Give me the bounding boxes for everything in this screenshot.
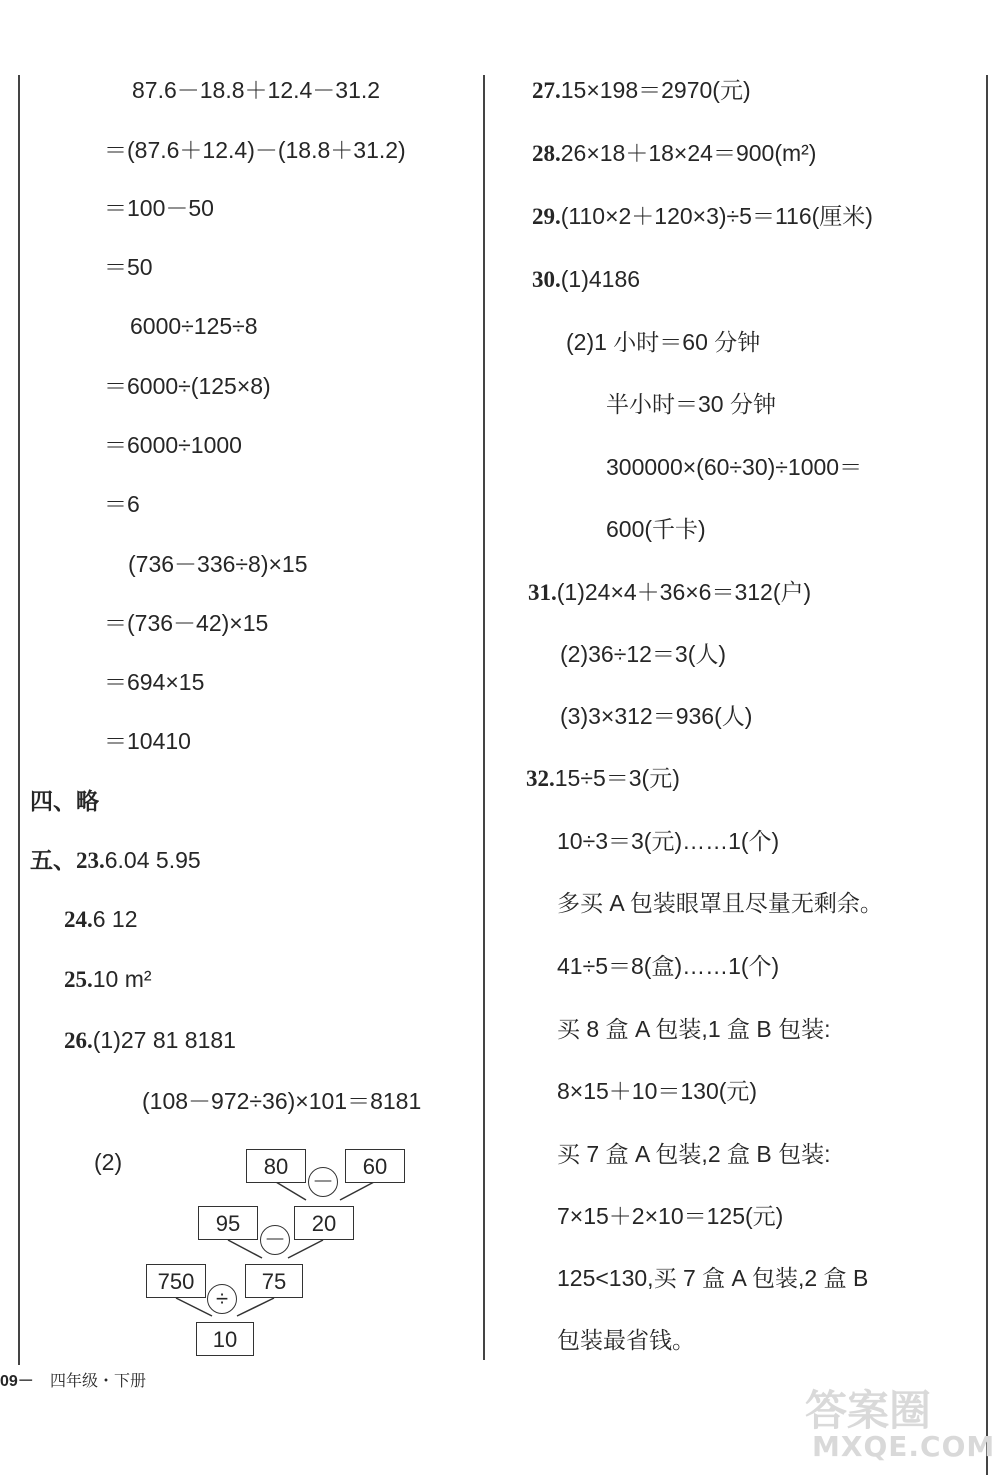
q30-part2-line-4: 600(千卡) (606, 516, 706, 542)
q32-first-line: 15÷5＝3(元) (554, 765, 680, 791)
calc2-line-4: ＝6 (104, 491, 140, 517)
diagram-box-60: 60 (345, 1149, 405, 1183)
q25-number: 25. (64, 967, 93, 992)
left-margin-rule (18, 75, 20, 1365)
q32-line-8: 125<130,买 7 盒 A 包装,2 盒 B (557, 1265, 869, 1291)
watermark-logo: 答案圈 (805, 1386, 932, 1435)
calc2-line-1: 6000÷125÷8 (130, 313, 258, 339)
q30-part1: (1)4186 (560, 266, 641, 292)
q28 (532, 139, 816, 168)
q31-line-1: (1)24×4＋36×6＝312(户) (556, 579, 812, 605)
q32-line-7: 7×15＋2×10＝125(元) (557, 1203, 784, 1229)
q32-line-4: 买 8 盒 A 包装,1 盒 B 包装: (557, 1016, 831, 1042)
q29 (532, 202, 873, 231)
diagram-box-750: 750 (146, 1264, 206, 1298)
right-margin-rule (986, 75, 988, 1475)
q24-answer: 6 12 (92, 906, 138, 932)
diagram-box-10: 10 (196, 1322, 254, 1356)
calc1-line-2: ＝(87.6＋12.4)－(18.8＋31.2) (104, 137, 406, 163)
q30-number: 30. (532, 267, 561, 292)
q25 (64, 965, 152, 994)
q32-line-2: 多买 A 包装眼罩且尽量无剩余。 (557, 890, 883, 916)
q28-answer: 26×18＋18×24＝900(m²) (560, 140, 817, 166)
diagram-box-95: 95 (198, 1206, 258, 1240)
calc1-line-4: ＝50 (104, 254, 153, 280)
q23-answer: 6.04 5.95 (104, 847, 201, 873)
calc3-line-4: ＝10410 (104, 728, 191, 754)
q27-answer: 15×198＝2970(元) (560, 77, 751, 103)
q27 (532, 76, 751, 105)
watermark-url: MXQE.COM (812, 1430, 996, 1463)
page-number: 09－ (0, 1373, 34, 1390)
q32-line-6: 买 7 盒 A 包装,2 盒 B 包装: (557, 1141, 831, 1167)
q32-line-1: 10÷3＝3(元)……1(个) (557, 828, 780, 854)
q31-number: 31. (528, 580, 557, 605)
q23-number: 23. (76, 848, 105, 873)
grade-label: 四年级・下册 (50, 1373, 147, 1390)
q30 (532, 265, 640, 294)
q32 (526, 764, 680, 793)
diagram-box-80: 80 (246, 1149, 306, 1183)
q28-number: 28. (532, 141, 561, 166)
q25-answer: 10 m² (92, 966, 152, 992)
diagram-divide: ÷ (207, 1284, 237, 1314)
q26-part1: (1)27 81 8181 (92, 1027, 236, 1053)
q30-part2-line-2: 半小时＝30 分钟 (606, 391, 776, 417)
calc3-line-2: ＝(736－42)×15 (104, 610, 269, 636)
q32-line-3: 41÷5＝8(盒)……1(个) (557, 953, 780, 979)
diagram-minus-2: － (260, 1225, 290, 1255)
q31 (528, 578, 811, 607)
q24 (64, 905, 138, 934)
q32-line-5: 8×15＋10＝130(元) (557, 1078, 758, 1104)
q26-formula: (108－972÷36)×101＝8181 (142, 1088, 422, 1114)
calc1-line-3: ＝100－50 (104, 195, 214, 221)
section-5-label: 五、 (30, 847, 76, 873)
q32-number: 32. (526, 766, 555, 791)
calc2-line-3: ＝6000÷1000 (104, 432, 242, 458)
diagram-box-20: 20 (294, 1206, 354, 1240)
section-4-heading: 四、略 (30, 788, 99, 814)
q27-number: 27. (532, 78, 561, 103)
calc1-line-1: 87.6－18.8＋12.4－31.2 (132, 77, 381, 103)
diagram-minus-1: － (308, 1167, 338, 1197)
q26 (64, 1026, 236, 1055)
section-5-heading (30, 846, 201, 875)
q29-number: 29. (532, 204, 561, 229)
q31-line-3: (3)3×312＝936(人) (560, 703, 753, 729)
q30-part2-line-3: 300000×(60÷30)÷1000＝ (606, 454, 863, 480)
calc2-line-2: ＝6000÷(125×8) (104, 373, 271, 399)
calc3-line-1: (736－336÷8)×15 (128, 551, 308, 577)
q24-number: 24. (64, 907, 93, 932)
q26-number: 26. (64, 1028, 93, 1053)
column-divider (483, 75, 485, 1360)
q30-part2-line-1: (2)1 小时＝60 分钟 (566, 329, 761, 355)
calc3-line-3: ＝694×15 (104, 669, 205, 695)
diagram-box-75: 75 (245, 1264, 303, 1298)
q31-line-2: (2)36÷12＝3(人) (560, 641, 727, 667)
q32-line-9: 包装最省钱。 (557, 1327, 695, 1353)
q26-part2-label: (2) (94, 1149, 123, 1175)
q29-answer: (110×2＋120×3)÷5＝116(厘米) (560, 203, 873, 229)
